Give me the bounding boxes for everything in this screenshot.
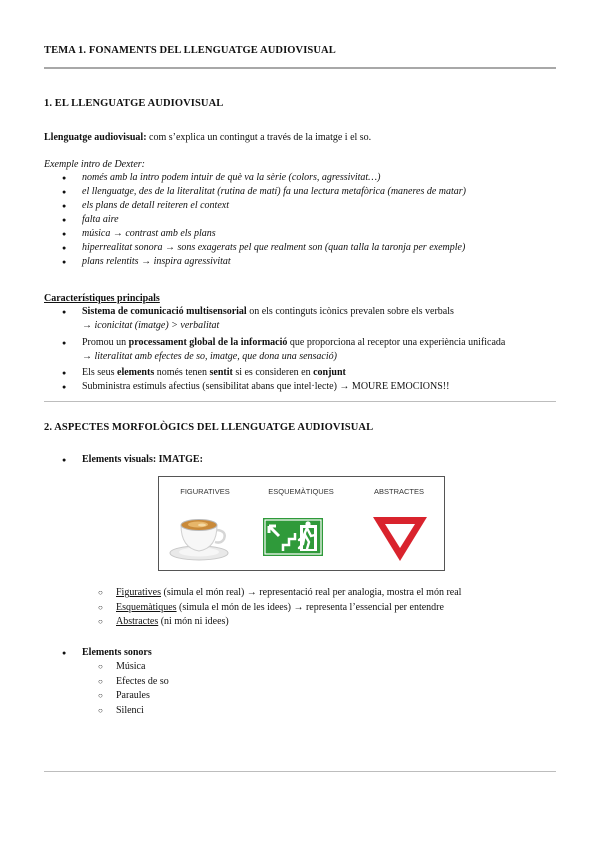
sound-elements-list [62, 646, 152, 660]
list-item: ○ Silenci [98, 704, 169, 719]
red-triangle-icon [371, 515, 429, 563]
char1-text: on els continguts icònics prevalen sobre els verbals [246, 306, 454, 317]
char2-pre: Promou un [82, 337, 129, 348]
figure-label-esquematiques: ESQUEMÀTIQUES [268, 487, 334, 496]
list-item: ● els plans de detall reiteren el context [62, 199, 466, 213]
definition [44, 131, 371, 144]
list-item [98, 615, 461, 630]
list-item: ○ Efectes de so [98, 675, 169, 690]
list-item [62, 336, 505, 350]
char3-mid-1: només tenen [154, 367, 210, 378]
list-item [98, 586, 461, 601]
char2-sub: → literalitat amb efectes de so, imatge, que dona una sensació) [82, 351, 337, 362]
char1-bold: Sistema de comunicació multisensorial [82, 306, 247, 317]
page-title: TEMA 1. FONAMENTS DEL LLENGUATGE AUDIOVISUAL [44, 45, 336, 56]
image-types-figure [158, 476, 445, 571]
bottom-divider [44, 771, 556, 772]
char3-bold-3: conjunt [313, 367, 346, 378]
char2-text: que proporciona al receptor una experiència unificada [287, 337, 506, 348]
visual-types-list [98, 586, 461, 630]
characteristics-list [62, 305, 505, 394]
char3-bold-1: elements [117, 367, 155, 378]
definition-text: com s’explica un contingut a través de la imatge i el so. [146, 132, 372, 143]
visual-elements-title: ● Elements visuals: IMATGE: [62, 453, 203, 467]
figure-label-abstractes: ABSTRACTES [373, 487, 424, 496]
char3-mid-2: si es consideren en [232, 367, 314, 378]
list-item [98, 601, 461, 616]
type-term: Esquemàtiques [116, 601, 177, 613]
visual-elements-list [62, 453, 203, 467]
list-item: ● música → contrast amb els plans [62, 227, 466, 241]
char2-bold: processament global de la informació [128, 337, 288, 348]
char3-bold-2: sentit [209, 367, 233, 378]
list-item: ● hiperrealitat sonora → sons exagerats pel que realment son (quan talla la taronja per exemple) [62, 241, 466, 255]
definition-term: Llenguatge audiovisual: [44, 132, 147, 143]
list-item: ● el llenguatge, des de la literalitat (rutina de matí) fa una lectura metafòrica (maneres de matar) [62, 185, 466, 199]
list-item: ● Subministra estímuls afectius (sensibilitat abans que intel·lecte) → MOURE EMOCIONS!! [62, 380, 505, 394]
figure-label-figuratives: FIGURATIVES [180, 487, 230, 496]
type-text: (simula el món real) → representació real per analogia, mostra el món real [161, 587, 462, 598]
title-divider [44, 67, 556, 69]
section-2-heading: 2. ASPECTES MORFOLÒGICS DEL LLENGUATGE AUDIOVISUAL [44, 422, 374, 433]
emergency-exit-sign-icon [263, 518, 323, 556]
list-item-continuation [62, 319, 505, 333]
section-divider [44, 401, 556, 402]
type-text: (ni món ni idees) [158, 616, 229, 627]
char3-pre: Els seus [82, 367, 117, 378]
list-item: ○ Música [98, 660, 169, 675]
example-title: Exemple intro de Dexter: [44, 159, 145, 170]
list-item-continuation [62, 350, 505, 364]
section-1-heading: 1. EL LLENGUATGE AUDIOVISUAL [44, 98, 224, 109]
list-item: ● només amb la intro podem intuir de què va la sèrie (colors, agressivitat…) [62, 171, 466, 185]
characteristics-title: Característiques principals [44, 293, 160, 304]
sound-items-list [98, 660, 169, 718]
char1-sub: → iconicitat (imatge) > verbalitat [82, 320, 220, 331]
list-item: ○ Paraules [98, 689, 169, 704]
list-item [62, 366, 505, 380]
list-item: ● falta aire [62, 213, 466, 227]
type-text: (simula el món de les idees) → representa l’essencial per entendre [176, 601, 444, 613]
example-list [62, 171, 466, 269]
list-item [62, 305, 505, 319]
list-item: ● plans relentits → inspira agressivitat [62, 255, 466, 269]
sound-elements-title: ● Elements sonors [62, 646, 152, 660]
type-term: Figuratives [116, 587, 161, 598]
type-term: Abstractes [116, 616, 159, 627]
coffee-cup-icon [169, 515, 231, 561]
